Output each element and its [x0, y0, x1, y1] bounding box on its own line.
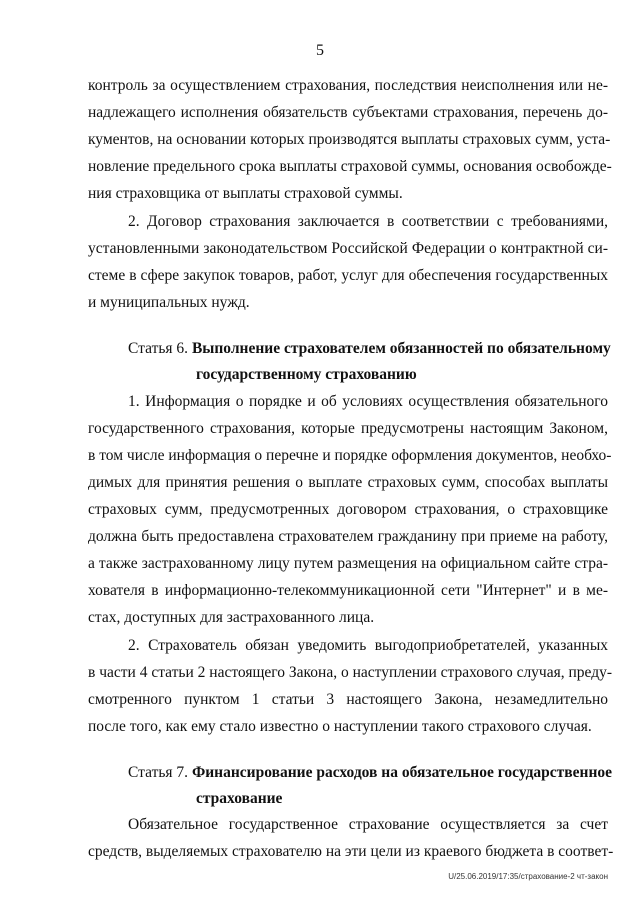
text-line: страховых сумм, предусмотренных договором страхования, о страховщике	[88, 501, 608, 518]
footer-note: U/25.06.2019/17:35/страхование-2 чт-закон	[448, 872, 608, 881]
text-line: средств, выделяемых страхователю на эти цели из краевого бюджета в соответ-	[88, 843, 614, 860]
text-line: смотренного пунктом 1 статьи 3 настоящего Закона, незамедлительно	[88, 691, 608, 708]
text-line: кументов, на основании которых производятся выплаты страховых сумм, уста-	[88, 131, 611, 148]
text-line: установленными законодательством Российской Федерации о контрактной си-	[88, 240, 608, 257]
text-line: и муниципальных нужд.	[88, 294, 250, 311]
text-line: должна быть предоставлена страхователем гражданину при приеме на работу,	[88, 528, 608, 545]
text-line: а также застрахованному лицу путем размещения на официальном сайте стра-	[88, 555, 608, 572]
article-label: Статья 6.	[128, 340, 189, 357]
text-line: 1. Информация о порядке и об условиях осуществления обязательного	[128, 393, 608, 410]
text-line: Обязательное государственное страхование осуществляется за счет	[128, 816, 608, 833]
text-line: 2. Страхователь обязан уведомить выгодоприобретателей, указанных	[128, 637, 608, 654]
text-line: в том числе информация о перечне и порядке оформления документов, необхо-	[88, 447, 612, 464]
text-line: контроль за осуществлением страхования, последствия неисполнения или не-	[88, 77, 608, 94]
article-title: Финансирование расходов на обязательное государственное	[191, 764, 613, 781]
article-title-continued: государственному страхованию	[196, 366, 417, 383]
article-label: Статья 7.	[128, 764, 189, 781]
text-line: новление предельного срока выплаты страховой суммы, основания освобожде-	[88, 158, 612, 175]
text-line: государственного страхования, которые предусмотрены настоящим Законом,	[88, 420, 608, 437]
text-line: 2. Договор страхования заключается в соответствии с требованиями,	[128, 213, 608, 230]
article-title-continued: страхование	[196, 790, 283, 807]
text-line: в части 4 статьи 2 настоящего Закона, о наступлении страхового случая, преду-	[88, 664, 613, 681]
text-line: стах, доступных для застрахованного лица.	[88, 609, 375, 626]
text-line: ния страховщика от выплаты страховой суммы.	[88, 185, 403, 202]
text-line: хователя в информационно-телекоммуникационной сети "Интернет" и в ме-	[88, 582, 608, 599]
text-line: после того, как ему стало известно о наступлении такого страхового случая.	[88, 718, 592, 735]
text-line: димых для принятия решения о выплате страховых сумм, способах выплаты	[88, 474, 608, 491]
text-line: надлежащего исполнения обязательств субъектами страхования, перечень до-	[88, 104, 608, 121]
article-7-heading	[128, 763, 613, 783]
page-number: 5	[316, 42, 324, 59]
article-title: Выполнение страхователем обязанностей по обязательному	[191, 340, 611, 357]
text-line: стеме в сфере закупок товаров, работ, услуг для обеспечения государственных	[88, 267, 608, 284]
article-6-heading	[128, 339, 611, 359]
